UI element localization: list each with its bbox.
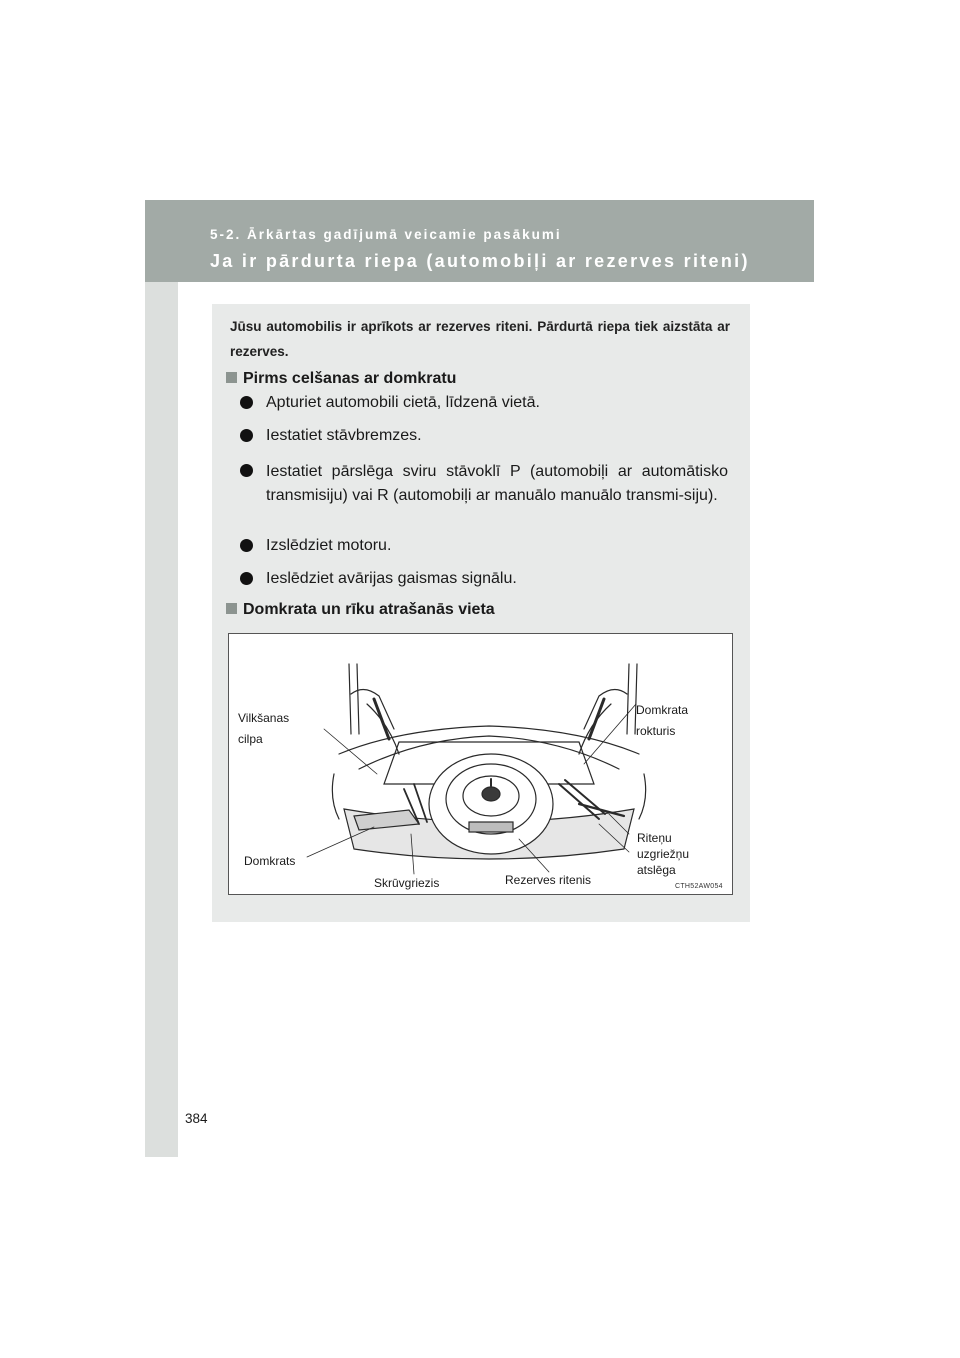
label-spare-wheel: Rezerves ritenis <box>505 873 592 887</box>
subheading-before-jacking: Pirms celšanas ar domkratu <box>226 370 456 388</box>
content-box <box>212 304 750 922</box>
square-bullet-icon <box>226 372 237 383</box>
square-bullet-icon <box>226 603 237 614</box>
section-title: 5-2. Ārkārtas gadījumā veicamie pasākumi <box>210 227 562 242</box>
bullet-dot-icon <box>240 429 253 442</box>
bullet-dot-icon <box>240 396 253 409</box>
list-item: Iestatiet pārslēga sviru stāvoklī P (automobiļi ar automātisko transmisiju) vai R (automobiļi ar manuālo manuālo transmi-siju). <box>240 460 728 508</box>
trunk-illustration <box>228 633 733 895</box>
page-header <box>145 200 814 282</box>
list-item: Ieslēdziet avārijas gaismas signālu. <box>240 568 728 590</box>
label-towing-eye: Vilkšanas cilpa <box>238 711 290 746</box>
page-number: 384 <box>185 1111 208 1126</box>
side-margin-bar <box>145 200 178 1157</box>
subheading-tool-location: Domkrata un rīku atrašanās vieta <box>226 601 495 619</box>
list-item: Izslēdziet motoru. <box>240 535 728 557</box>
bullet-dot-icon <box>240 539 253 552</box>
label-jack-handle: Domkrata rokturis <box>636 703 689 738</box>
label-wheel-nut-wrench: Riteņu uzgriežņu atslēga <box>637 831 690 877</box>
figure-code: CTH52AW054 <box>675 883 723 890</box>
label-screwdriver: Skrūvgriezis <box>374 876 440 890</box>
intro-paragraph: Jūsu automobilis ir aprīkots ar rezerves riteni. Pārdurtā riepa tiek aizstāta ar rezerves. <box>230 319 730 359</box>
page-title: Ja ir pārdurta riepa (automobiļi ar rezerves riteni) <box>210 251 750 271</box>
list-item: Apturiet automobili cietā, līdzenā vietā. <box>240 392 728 414</box>
label-jack: Domkrats <box>244 854 296 868</box>
list-item: Iestatiet stāvbremzes. <box>240 425 728 447</box>
bullet-dot-icon <box>240 572 253 585</box>
bullet-dot-icon <box>240 464 253 477</box>
